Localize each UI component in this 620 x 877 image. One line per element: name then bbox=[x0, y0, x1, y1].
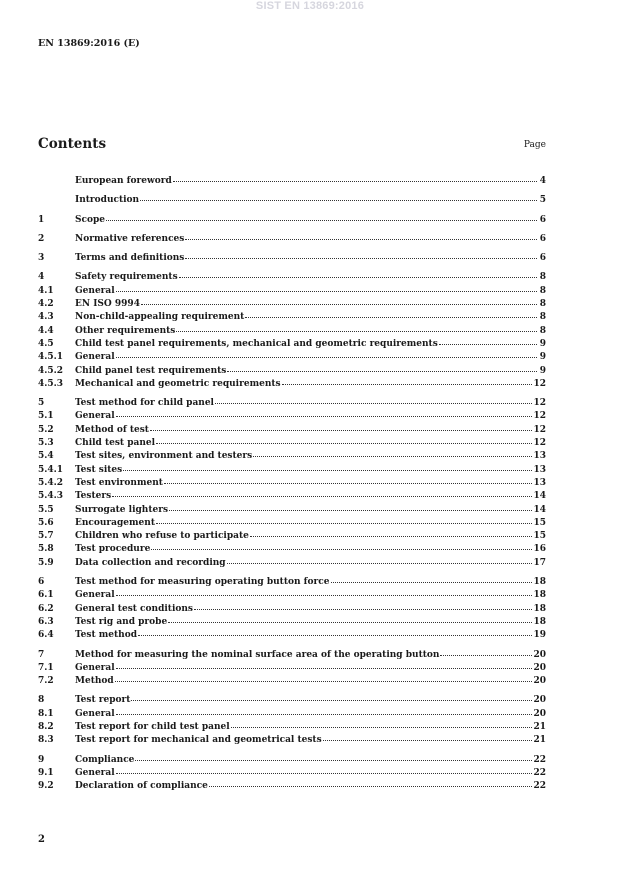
toc-group bbox=[38, 694, 546, 747]
toc-entry-number: 6.4 bbox=[38, 630, 54, 641]
dot-leader bbox=[141, 303, 537, 305]
toc-entry-page: 12 bbox=[533, 438, 546, 449]
toc-entry[interactable] bbox=[38, 557, 546, 570]
toc-entry-page: 12 bbox=[533, 411, 546, 422]
dot-leader bbox=[156, 522, 532, 524]
toc-entry[interactable] bbox=[38, 397, 546, 410]
toc-entry-title: Compliance bbox=[75, 754, 135, 765]
toc-entry-title: Test method for measuring operating button force bbox=[75, 577, 330, 588]
toc-entry[interactable] bbox=[38, 437, 546, 450]
dot-leader bbox=[116, 290, 537, 292]
toc-entry-number: 7.1 bbox=[38, 662, 54, 673]
dot-leader bbox=[116, 667, 533, 669]
toc-entry[interactable] bbox=[38, 576, 546, 589]
dot-leader bbox=[179, 276, 537, 278]
toc-entry-title: Data collection and recording bbox=[75, 557, 226, 568]
toc-entry-number: 8.1 bbox=[38, 708, 54, 719]
toc-entry-title: Normative references bbox=[75, 233, 185, 244]
toc-entry-page: 12 bbox=[533, 378, 546, 389]
toc-entry-page: 20 bbox=[533, 676, 546, 687]
toc-entry-page: 18 bbox=[533, 616, 546, 627]
toc-entry-page: 13 bbox=[533, 451, 546, 462]
toc-entry-page: 9 bbox=[539, 365, 546, 376]
toc-entry-title: General bbox=[75, 352, 115, 363]
toc-entry-title: European foreword bbox=[75, 176, 172, 186]
toc-entry-page: 14 bbox=[533, 504, 546, 515]
toc-entry-title: Test rig and probe bbox=[75, 616, 168, 627]
toc-entry[interactable] bbox=[38, 649, 546, 662]
dot-leader bbox=[227, 370, 537, 372]
dot-leader bbox=[123, 469, 532, 471]
toc-entry-page: 6 bbox=[539, 233, 546, 244]
toc-entry[interactable] bbox=[38, 603, 546, 616]
dot-leader bbox=[131, 699, 532, 701]
toc-entry-title: Method for measuring the nominal surface area of the operating button bbox=[75, 649, 440, 660]
toc-entry-page: 8 bbox=[539, 285, 546, 296]
toc-entry-title: General bbox=[75, 767, 115, 778]
toc-entry-title: Non-child-appealing requirement bbox=[75, 312, 245, 323]
toc-entry-page: 8 bbox=[539, 325, 546, 336]
toc-entry[interactable] bbox=[38, 616, 546, 629]
dot-leader bbox=[323, 739, 533, 741]
toc-entry[interactable] bbox=[38, 285, 546, 298]
dot-leader bbox=[168, 621, 532, 623]
toc-entry-page: 22 bbox=[533, 781, 546, 792]
toc-entry[interactable] bbox=[38, 477, 546, 490]
toc-entry-number: 9 bbox=[38, 754, 45, 765]
toc-entry[interactable] bbox=[38, 675, 546, 688]
toc-group bbox=[38, 271, 546, 391]
toc-entry-number: 5.8 bbox=[38, 544, 54, 555]
toc-entry-title: General bbox=[75, 708, 115, 719]
toc-entry-number: 4.1 bbox=[38, 285, 54, 296]
toc-entry-title: Safety requirements bbox=[75, 272, 178, 283]
dot-leader bbox=[140, 199, 537, 201]
toc-entry-number: 7.2 bbox=[38, 676, 54, 687]
toc-entry-page: 20 bbox=[533, 695, 546, 706]
toc-entry-title: Mechanical and geometric requirements bbox=[75, 378, 281, 389]
dot-leader bbox=[169, 509, 532, 511]
toc-entry-number: 5.2 bbox=[38, 424, 54, 435]
toc-entry-title: Scope bbox=[75, 214, 106, 225]
toc-entry[interactable] bbox=[38, 252, 546, 265]
toc-entry-title: Surrogate lighters bbox=[75, 504, 169, 515]
toc-entry-title: Test report for mechanical and geometrical tests bbox=[75, 735, 322, 746]
toc-entry-number: 5.3 bbox=[38, 438, 54, 449]
toc-entry-title: Introduction bbox=[75, 195, 140, 206]
toc-entry-number: 4 bbox=[38, 272, 45, 283]
toc-entry-title: Test sites, environment and testers bbox=[75, 451, 253, 462]
toc-entry-title: Declaration of compliance bbox=[75, 781, 208, 792]
toc-entry-title: Child test panel requirements, mechanical and geometric requirements bbox=[75, 338, 438, 349]
dot-leader bbox=[156, 442, 532, 444]
toc-entry-number: 7 bbox=[38, 649, 45, 660]
toc-entry[interactable] bbox=[38, 214, 546, 227]
page-column-label: Page bbox=[523, 140, 546, 150]
dot-leader bbox=[150, 429, 533, 431]
toc-entry[interactable] bbox=[38, 410, 546, 423]
dot-leader bbox=[116, 594, 533, 596]
toc-entry[interactable] bbox=[38, 734, 546, 747]
dot-leader bbox=[194, 608, 532, 610]
toc-entry-number: 4.2 bbox=[38, 299, 54, 310]
toc-entry-title: Method of test bbox=[75, 424, 149, 435]
toc-entry-page: 20 bbox=[533, 649, 546, 660]
toc-entry-title: General bbox=[75, 285, 115, 296]
toc-entry[interactable] bbox=[38, 450, 546, 463]
toc-entry[interactable] bbox=[38, 233, 546, 246]
toc-group bbox=[38, 175, 546, 188]
toc-entry-page: 13 bbox=[533, 464, 546, 475]
toc-entry-title: Test environment bbox=[75, 477, 163, 488]
toc-entry-number: 4.4 bbox=[38, 325, 54, 336]
toc-entry-title: Test sites bbox=[75, 464, 123, 475]
toc-entry-title: Method bbox=[75, 676, 114, 687]
toc-entry-title: General bbox=[75, 590, 115, 601]
toc-entry-title: Children who refuse to participate bbox=[75, 531, 249, 542]
toc-entry-page: 18 bbox=[533, 577, 546, 588]
dot-leader bbox=[209, 785, 533, 787]
toc-entry[interactable] bbox=[38, 365, 546, 378]
toc-entry-page: 18 bbox=[533, 603, 546, 614]
toc-entry-title: Encouragement bbox=[75, 517, 155, 528]
toc-entry-page: 19 bbox=[533, 630, 546, 641]
toc-entry-number: 5.9 bbox=[38, 557, 54, 568]
toc-entry[interactable] bbox=[38, 271, 546, 284]
toc-group bbox=[38, 397, 546, 570]
toc-entry[interactable] bbox=[38, 767, 546, 780]
toc-entry-number: 8.3 bbox=[38, 735, 54, 746]
toc-entry[interactable] bbox=[38, 351, 546, 364]
toc-entry-page: 22 bbox=[533, 754, 546, 765]
toc-entry-title: Other requirements bbox=[75, 325, 176, 336]
toc-entry[interactable] bbox=[38, 517, 546, 530]
toc-entry-number: 5 bbox=[38, 398, 45, 409]
toc-entry-page: 21 bbox=[533, 735, 546, 746]
toc-entry-page: 20 bbox=[533, 708, 546, 719]
toc-entry-number: 5.7 bbox=[38, 531, 54, 542]
dot-leader bbox=[116, 772, 533, 774]
toc-entry[interactable] bbox=[38, 490, 546, 503]
toc-group bbox=[38, 576, 546, 642]
toc-entry-title: General bbox=[75, 662, 115, 673]
toc-entry-number: 5.1 bbox=[38, 411, 54, 422]
toc-entry[interactable] bbox=[38, 708, 546, 721]
toc-entry-number: 6.2 bbox=[38, 603, 54, 614]
dot-leader bbox=[185, 257, 537, 259]
toc-entry-page: 20 bbox=[533, 662, 546, 673]
toc-entry[interactable] bbox=[38, 504, 546, 517]
table-of-contents bbox=[38, 175, 546, 799]
toc-entry-number: 6 bbox=[38, 577, 45, 588]
dot-leader bbox=[151, 548, 532, 550]
toc-entry-page: 6 bbox=[539, 214, 546, 225]
toc-entry-page: 6 bbox=[539, 253, 546, 264]
dot-leader bbox=[116, 415, 533, 417]
toc-entry-number: 4.3 bbox=[38, 312, 54, 323]
toc-entry[interactable] bbox=[38, 754, 546, 767]
dot-leader bbox=[227, 562, 533, 564]
toc-entry-page: 18 bbox=[533, 590, 546, 601]
toc-entry[interactable] bbox=[38, 543, 546, 556]
toc-group bbox=[38, 214, 546, 227]
toc-entry[interactable] bbox=[38, 629, 546, 642]
toc-entry-page: 15 bbox=[533, 517, 546, 528]
toc-group bbox=[38, 233, 546, 246]
toc-entry-page: 12 bbox=[533, 424, 546, 435]
toc-entry-number: 8.2 bbox=[38, 721, 54, 732]
document-id: EN 13869:2016 (E) bbox=[38, 38, 140, 49]
toc-entry-page: 15 bbox=[533, 531, 546, 542]
toc-entry[interactable] bbox=[38, 694, 546, 707]
toc-entry[interactable] bbox=[38, 589, 546, 602]
toc-entry-number: 4.5.3 bbox=[38, 378, 64, 389]
toc-entry[interactable] bbox=[38, 662, 546, 675]
toc-entry[interactable] bbox=[38, 298, 546, 311]
toc-entry-title: Testers bbox=[75, 491, 112, 502]
toc-entry-page: 13 bbox=[533, 477, 546, 488]
toc-entry-title: Terms and definitions bbox=[75, 253, 185, 264]
dot-leader bbox=[116, 713, 533, 715]
toc-entry-title: Child test panel bbox=[75, 438, 156, 449]
toc-entry-page: 16 bbox=[533, 544, 546, 555]
toc-entry-number: 6.1 bbox=[38, 590, 54, 601]
toc-entry-page: 14 bbox=[533, 491, 546, 502]
toc-entry-title: General test conditions bbox=[75, 603, 193, 614]
dot-leader bbox=[112, 495, 532, 497]
toc-entry-title: Test method bbox=[75, 630, 137, 641]
toc-entry[interactable] bbox=[38, 780, 546, 793]
toc-entry[interactable] bbox=[38, 338, 546, 351]
dot-leader bbox=[173, 180, 537, 182]
dot-leader bbox=[185, 238, 537, 240]
toc-entry[interactable] bbox=[38, 530, 546, 543]
toc-entry-number: 5.6 bbox=[38, 517, 54, 528]
toc-entry-title: Test method for child panel bbox=[75, 398, 214, 409]
dot-leader bbox=[440, 654, 532, 656]
toc-entry[interactable] bbox=[38, 424, 546, 437]
toc-entry-number: 5.4.1 bbox=[38, 464, 64, 475]
watermark: SIST EN 13869:2016 bbox=[255, 0, 365, 12]
toc-entry-title: Test procedure bbox=[75, 544, 151, 555]
dot-leader bbox=[231, 726, 533, 728]
toc-entry[interactable] bbox=[38, 721, 546, 734]
dot-leader bbox=[176, 330, 537, 332]
toc-group bbox=[38, 194, 546, 207]
toc-entry-number: 5.5 bbox=[38, 504, 54, 515]
toc-entry-number: 4.5 bbox=[38, 338, 54, 349]
dot-leader bbox=[282, 383, 533, 385]
dot-leader bbox=[135, 759, 532, 761]
toc-entry-title: EN ISO 9994 bbox=[75, 299, 140, 310]
toc-entry-page: 4 bbox=[539, 176, 546, 186]
dot-leader bbox=[164, 482, 533, 484]
toc-entry-number: 2 bbox=[38, 233, 45, 244]
toc-entry-number: 5.4.2 bbox=[38, 477, 64, 488]
toc-entry-page: 8 bbox=[539, 299, 546, 310]
toc-entry-number: 8 bbox=[38, 695, 45, 706]
toc-entry-page: 12 bbox=[533, 398, 546, 409]
toc-entry-title: Test report bbox=[75, 695, 131, 706]
dot-leader bbox=[106, 219, 537, 221]
toc-entry-number: 1 bbox=[38, 214, 45, 225]
dot-leader bbox=[331, 581, 533, 583]
toc-entry-page: 22 bbox=[533, 767, 546, 778]
toc-group bbox=[38, 754, 546, 794]
contents-heading: Contents bbox=[38, 136, 107, 152]
toc-entry-number: 5.4.3 bbox=[38, 491, 64, 502]
toc-entry-title: General bbox=[75, 411, 115, 422]
toc-entry-number: 3 bbox=[38, 253, 45, 264]
dot-leader bbox=[439, 343, 537, 345]
dot-leader bbox=[250, 535, 533, 537]
toc-entry-page: 21 bbox=[533, 721, 546, 732]
toc-entry-page: 5 bbox=[539, 195, 546, 206]
toc-entry-page: 9 bbox=[539, 338, 546, 349]
toc-entry-number: 6.3 bbox=[38, 616, 54, 627]
toc-entry-number: 4.5.2 bbox=[38, 365, 64, 376]
toc-entry[interactable] bbox=[38, 175, 546, 188]
toc-group bbox=[38, 649, 546, 689]
toc-entry-title: Test report for child test panel bbox=[75, 721, 230, 732]
toc-entry[interactable] bbox=[38, 325, 546, 338]
dot-leader bbox=[245, 316, 537, 318]
toc-entry-number: 9.1 bbox=[38, 767, 54, 778]
toc-entry-page: 8 bbox=[539, 272, 546, 283]
toc-entry-page: 9 bbox=[539, 352, 546, 363]
toc-entry-number: 4.5.1 bbox=[38, 352, 64, 363]
toc-entry-page: 17 bbox=[533, 557, 546, 568]
toc-entry-number: 5.4 bbox=[38, 451, 54, 462]
toc-entry-number: 9.2 bbox=[38, 781, 54, 792]
toc-entry[interactable] bbox=[38, 311, 546, 324]
dot-leader bbox=[116, 356, 537, 358]
dot-leader bbox=[253, 455, 532, 457]
dot-leader bbox=[215, 402, 532, 404]
page-number: 2 bbox=[38, 834, 45, 845]
toc-group bbox=[38, 252, 546, 265]
toc-entry-page: 8 bbox=[539, 312, 546, 323]
dot-leader bbox=[138, 634, 532, 636]
toc-entry-title: Child panel test requirements bbox=[75, 365, 227, 376]
toc-entry[interactable] bbox=[38, 464, 546, 477]
dot-leader bbox=[115, 680, 533, 682]
toc-entry[interactable] bbox=[38, 378, 546, 391]
toc-entry[interactable] bbox=[38, 194, 546, 207]
